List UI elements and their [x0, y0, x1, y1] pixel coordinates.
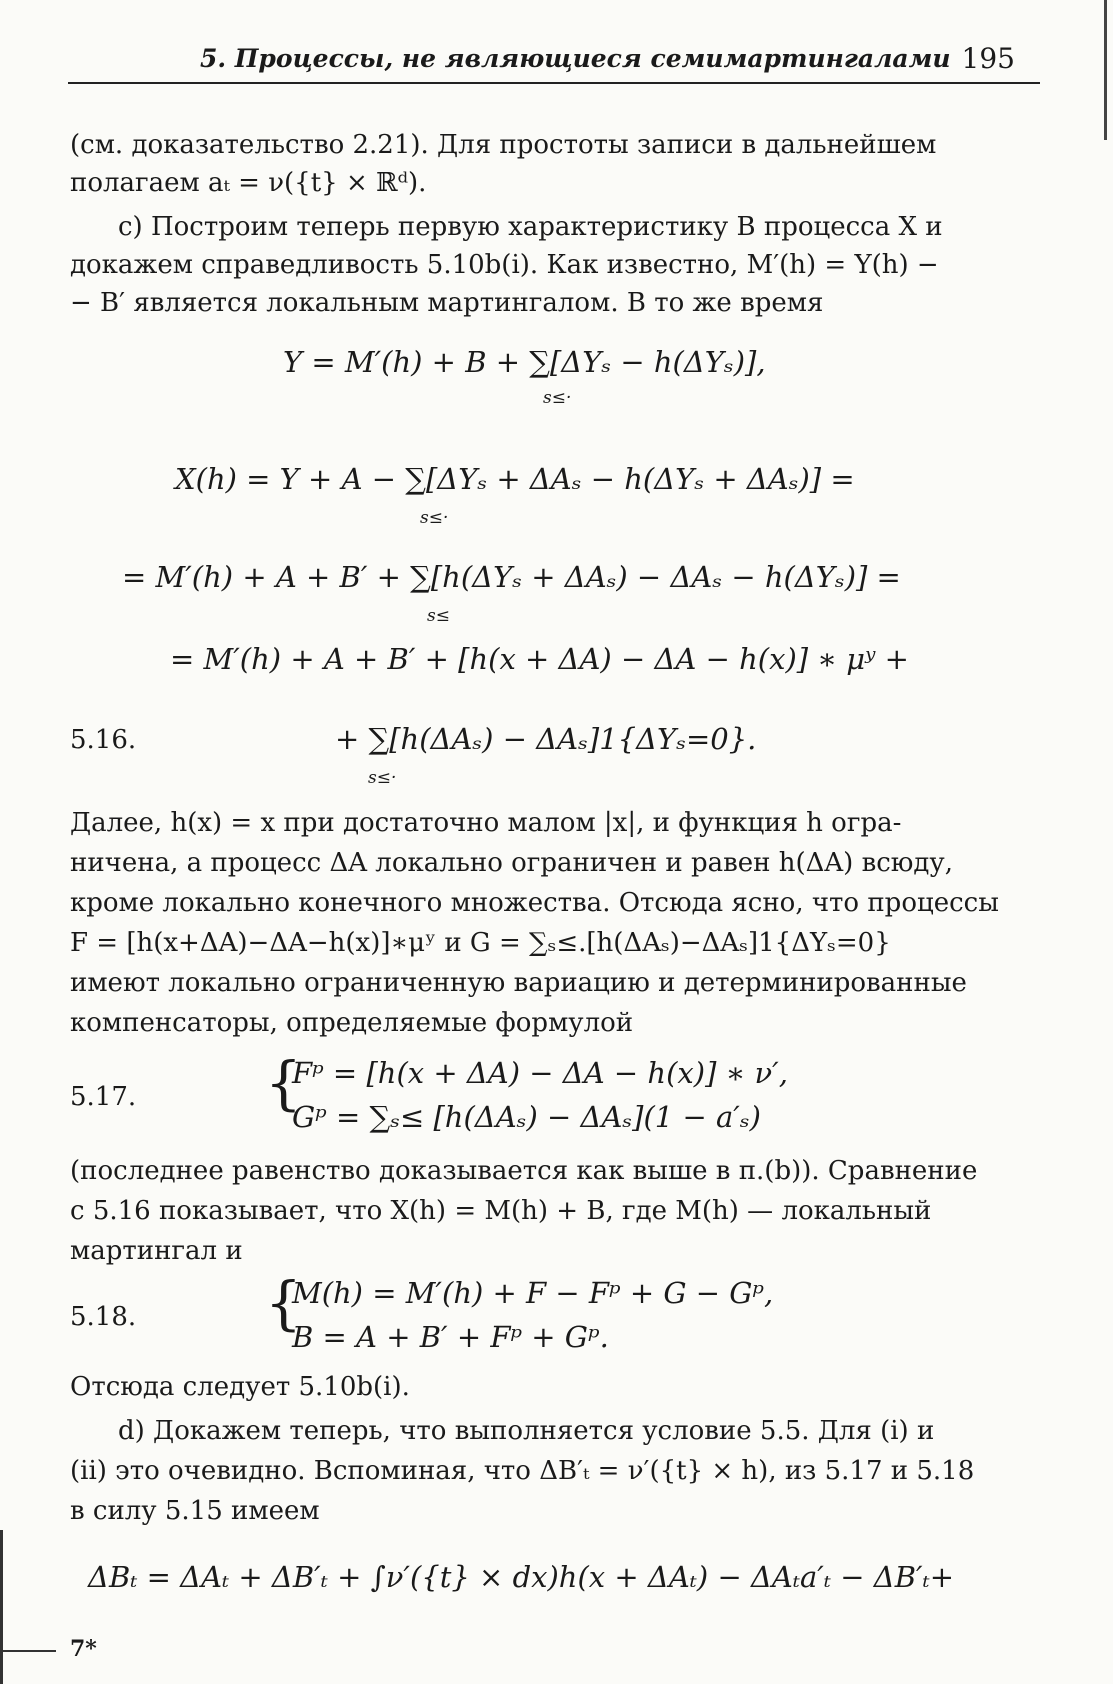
text-line: c) Построим теперь первую характеристику B процесса X и	[118, 212, 943, 242]
text-line: полагаем aₜ = ν({t} × ℝᵈ).	[70, 168, 427, 198]
equation: = M′(h) + A + B′ + [h(x + ΔA) − ΔA − h(x)] ∗ μʸ +	[170, 642, 909, 676]
sum-subscript: s≤·	[420, 508, 449, 528]
text-line: компенсаторы, определяемые формулой	[70, 1008, 634, 1038]
text-line: d) Докажем теперь, что выполняется условие 5.5. Для (i) и	[118, 1416, 935, 1446]
text-line: F = [h(x+ΔA)−ΔA−h(x)]∗μʸ и G = ∑ₛ≤.[h(ΔAₛ)−ΔAₛ]1{ΔYₛ=0}	[70, 928, 891, 958]
equation-number: 5.17.	[70, 1082, 137, 1112]
equation: + ∑[h(ΔAₛ) − ΔAₛ]1{ΔYₛ=0}.	[335, 722, 757, 756]
sum-subscript: s≤	[427, 606, 450, 626]
text-line: мартингал и	[70, 1236, 243, 1266]
equation: ΔBₜ = ΔAₜ + ΔB′ₜ + ∫ν′({t} × dx)h(x + ΔAₜ) − ΔAₜa′ₜ − ΔB′ₜ+	[88, 1560, 955, 1594]
section-title: 5. Процессы, не являющиеся семимартингалами	[200, 44, 951, 73]
text-line: ничена, а процесс ΔA локально ограничен и равен h(ΔA) всюду,	[70, 848, 953, 878]
text-line: − B′ является локальным мартингалом. В то же время	[70, 288, 824, 318]
scan-edge	[1104, 0, 1107, 140]
text-line: кроме локально конечного множества. Отсюда ясно, что процессы	[70, 888, 999, 918]
text-line: Отсюда следует 5.10b(i).	[70, 1372, 410, 1402]
equation-number: 5.16.	[70, 725, 137, 755]
header-rule	[68, 82, 1040, 84]
left-brace: {	[265, 1269, 302, 1337]
text-line: (последнее равенство доказывается как выше в п.(b)). Сравнение	[70, 1156, 978, 1186]
text-line: с 5.16 показывает, что X(h) = M(h) + B, где M(h) — локальный	[70, 1196, 932, 1226]
text-line: (ii) это очевидно. Вспоминая, что ΔB′ₜ = ν′({t} × h), из 5.17 и 5.18	[70, 1456, 975, 1486]
page-number: 195	[961, 42, 1015, 75]
text-line: имеют локально ограниченную вариацию и детерминированные	[70, 968, 967, 998]
equation: Fᵖ = [h(x + ΔA) − ΔA − h(x)] ∗ ν′,	[292, 1056, 788, 1090]
signature-mark: 7*	[70, 1636, 97, 1662]
sum-subscript: s≤·	[543, 388, 572, 408]
equation: B = A + B′ + Fᵖ + Gᵖ.	[292, 1320, 609, 1354]
equation: = M′(h) + A + B′ + ∑[h(ΔYₛ + ΔAₛ) − ΔAₛ − h(ΔYₛ)] =	[122, 560, 901, 594]
equation-number: 5.18.	[70, 1302, 137, 1332]
text-line: (см. доказательство 2.21). Для простоты записи в дальнейшем	[70, 130, 937, 160]
equation: Gᵖ = ∑ₛ≤ [h(ΔAₛ) − ΔAₛ](1 − a′ₛ)	[292, 1100, 761, 1134]
text-line: Далее, h(x) = x при достаточно малом |x|, и функция h огра-	[70, 808, 902, 838]
left-brace: {	[265, 1049, 302, 1117]
scan-edge	[0, 1650, 56, 1652]
scan-edge	[0, 1530, 3, 1684]
running-header	[70, 42, 1033, 80]
equation: X(h) = Y + A − ∑[ΔYₛ + ΔAₛ − h(ΔYₛ + ΔAₛ)] =	[175, 462, 855, 496]
equation: M(h) = M′(h) + F − Fᵖ + G − Gᵖ,	[292, 1276, 774, 1310]
text-line: в силу 5.15 имеем	[70, 1496, 320, 1526]
equation: Y = M′(h) + B + ∑[ΔYₛ − h(ΔYₛ)],	[283, 345, 766, 379]
text-line: докажем справедливость 5.10b(i). Как известно, M′(h) = Y(h) −	[70, 250, 939, 280]
sum-subscript: s≤·	[368, 768, 397, 788]
